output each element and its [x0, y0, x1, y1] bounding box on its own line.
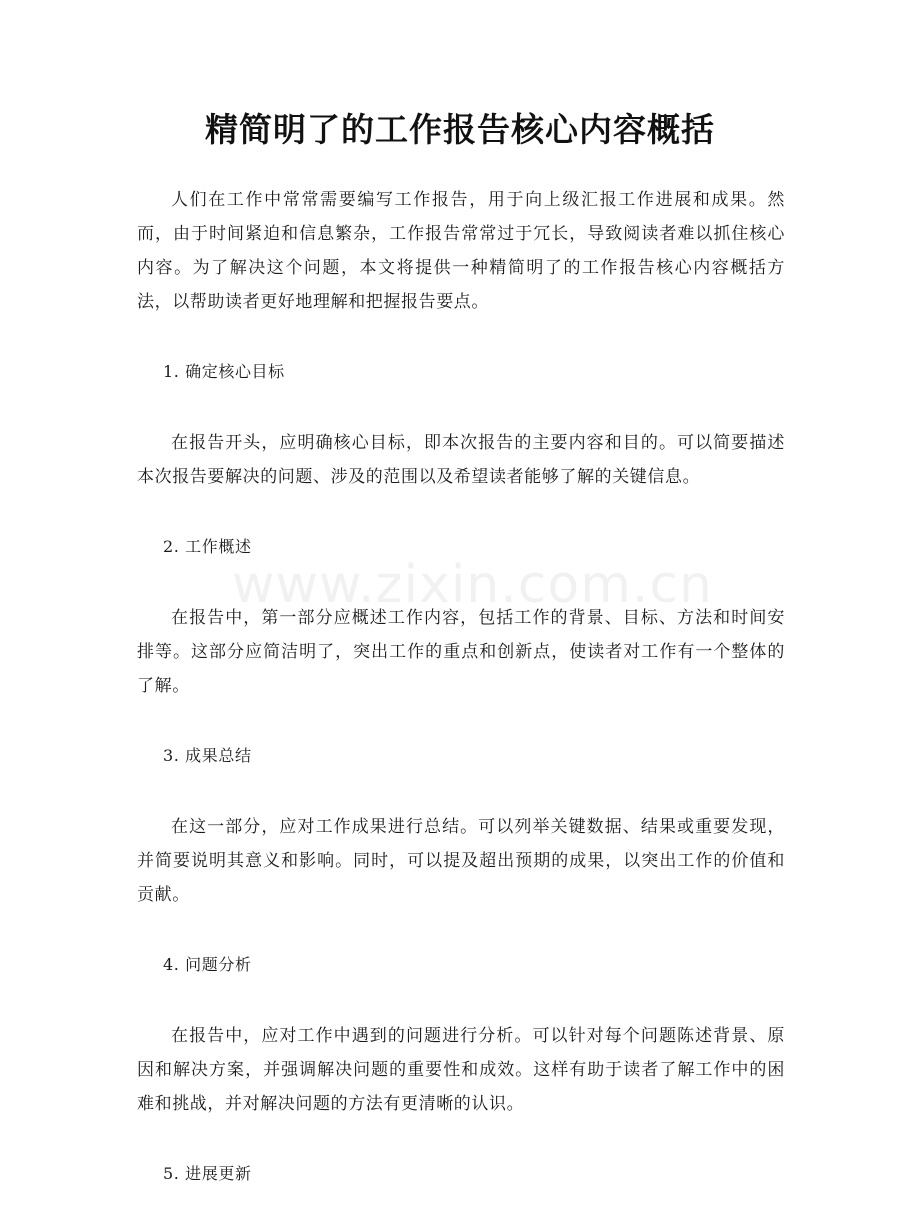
section-heading-4: 4. 问题分析 — [163, 955, 252, 974]
section-body-4: 在报告中，应对工作中遇到的问题进行分析。可以针对每个问题陈述背景、原因和解决方案，并强调解决问题的重要性和成效。这样有助于读者了解工作中的困难和挑战，并对解决问题的方法有更清晰的认识。 — [137, 1026, 785, 1114]
intro-paragraph: 人们在工作中常常需要编写工作报告，用于向上级汇报工作进展和成果。然而，由于时间紧迫和信息繁杂，工作报告常常过于冗长，导致阅读者难以抓住核心内容。为了解决这个问题，本文将提供一种精简明了的工作报告核心内容概括方法，以帮助读者更好地理解和把握报告要点。 — [137, 190, 785, 312]
section-heading-1: 1. 确定核心目标 — [163, 362, 285, 381]
section-body-2: 在报告中，第一部分应概述工作内容，包括工作的背景、目标、方法和时间安排等。这部分应简洁明了，突出工作的重点和创新点，使读者对工作有一个整体的了解。 — [137, 608, 785, 696]
section-heading-2: 2. 工作概述 — [163, 537, 252, 556]
section-body-3: 在这一部分，应对工作成果进行总结。可以列举关键数据、结果或重要发现，并简要说明其意义和影响。同时，可以提及超出预期的成果，以突出工作的价值和贡献。 — [137, 817, 785, 905]
section-heading-3: 3. 成果总结 — [163, 746, 252, 765]
section-body-1: 在报告开头，应明确核心目标，即本次报告的主要内容和目的。可以简要描述本次报告要解决的问题、涉及的范围以及希望读者能够了解的关键信息。 — [137, 433, 785, 487]
document-title: 精简明了的工作报告核心内容概括 — [205, 110, 715, 149]
watermark: www.zixin.com.cn — [232, 555, 713, 615]
section-heading-5: 5. 进展更新 — [163, 1164, 252, 1183]
document-body — [137, 183, 785, 1228]
